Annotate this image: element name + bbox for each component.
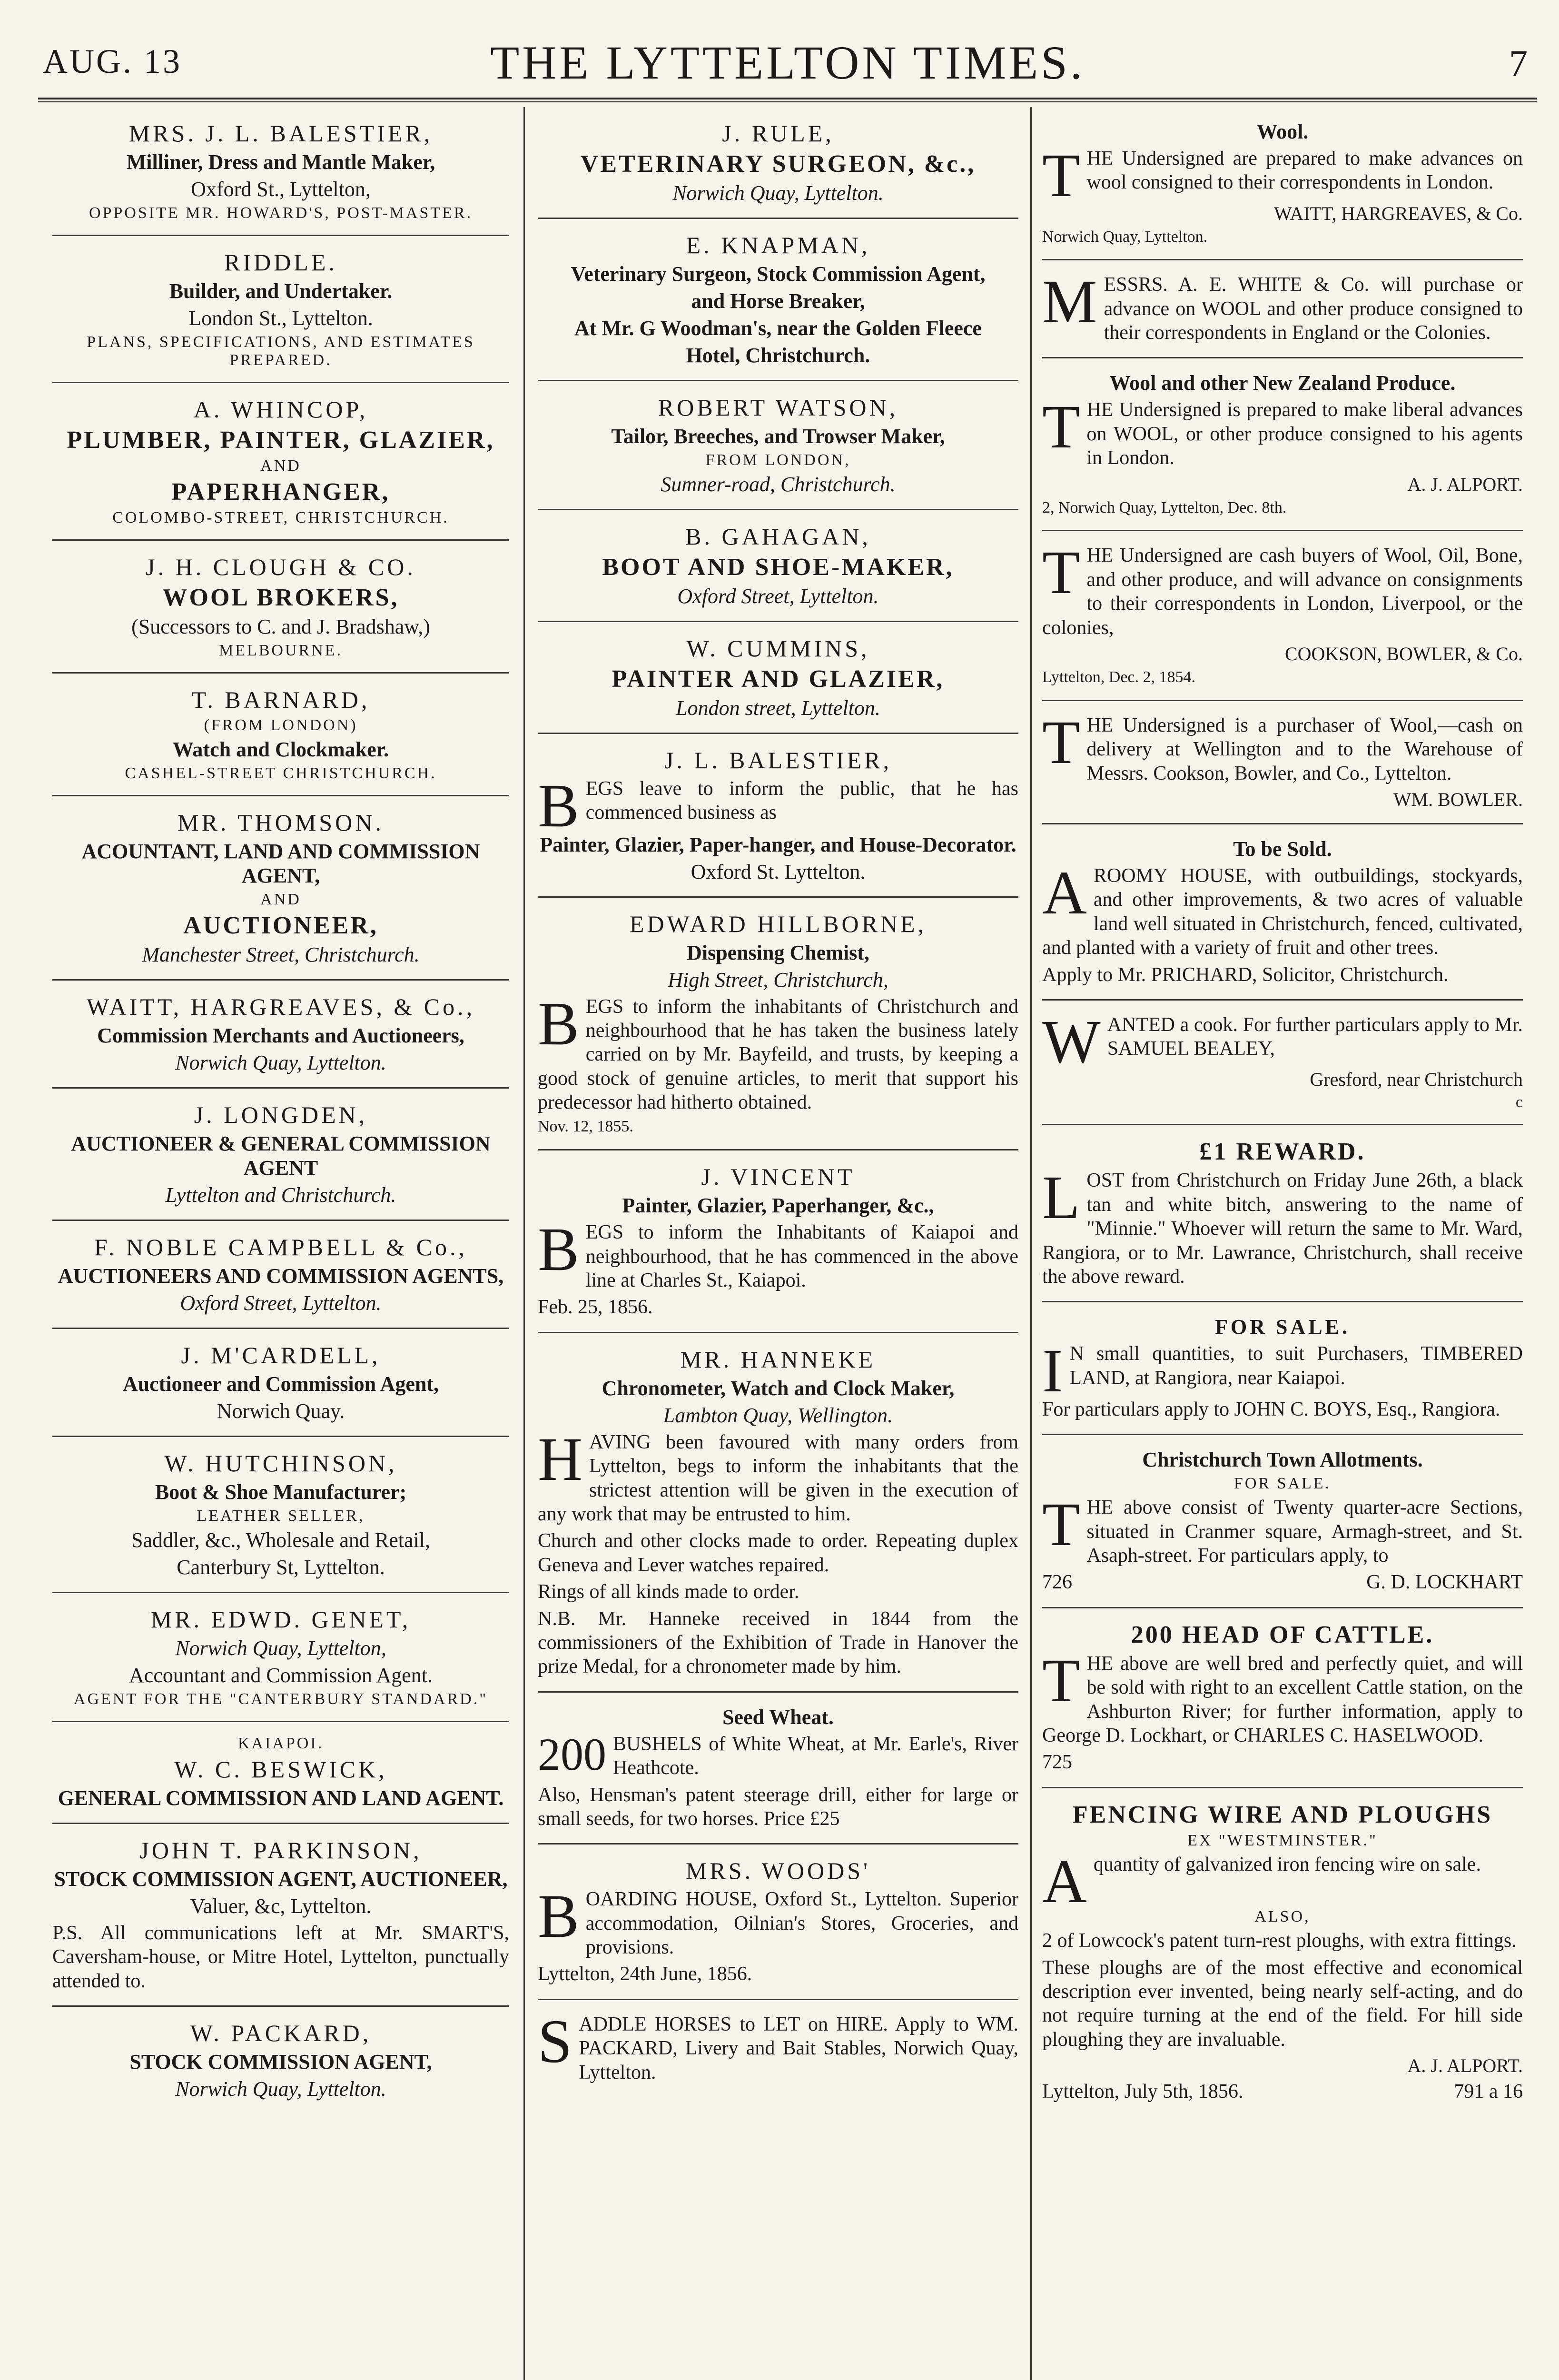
address-line: London St., Lyttelton. [188, 307, 373, 330]
advertisement [538, 734, 1018, 898]
advertisement [1042, 358, 1523, 531]
ad-subheading: EX "WESTMINSTER." [1187, 1831, 1378, 1849]
column-divider [523, 107, 525, 2380]
advertisement [1042, 260, 1523, 358]
advertisement [538, 622, 1018, 734]
drop-cap: W [1042, 1007, 1101, 1076]
location-line: KAIAPOI. [237, 1735, 324, 1752]
ad-code: 725 [1042, 1751, 1072, 1774]
advertiser-name: W. C. BESWICK, [174, 1756, 387, 1783]
address-line: Manchester Street, Christchurch. [142, 943, 420, 966]
advertiser-name: J. H. CLOUGH & CO. [146, 554, 416, 580]
address-line: Norwich Quay. [217, 1399, 345, 1423]
advertiser-name: A. WHINCOP, [193, 396, 368, 423]
advertiser-name: F. NOBLE CAMPBELL & Co., [94, 1234, 468, 1260]
drop-cap: A [1042, 858, 1087, 927]
advertiser-name: T. BARNARD, [191, 686, 370, 713]
advertisement [538, 1844, 1018, 2000]
address-line: Oxford St. Lyttelton. [691, 860, 866, 883]
trade-note: (Successors to C. and J. Bradshaw,) [131, 615, 430, 638]
address-line: CASHEL-STREET CHRISTCHURCH. [125, 764, 437, 782]
conjunction: ALSO, [1254, 1908, 1311, 1926]
advertisement [538, 1150, 1018, 1333]
trade-line: BOOT AND SHOE-MAKER, [602, 554, 954, 581]
conjunction: AND [260, 891, 301, 908]
conjunction: AND [260, 457, 301, 475]
signature: A. J. ALPORT. [1407, 473, 1523, 495]
advertisement [1042, 531, 1523, 701]
trade-line: and Horse Breaker, [691, 289, 865, 313]
issue-date: AUG. 13 [43, 42, 182, 80]
notice-text [538, 2007, 1018, 2084]
drop-cap: T [1042, 708, 1080, 777]
page-number: 7 [1509, 42, 1528, 84]
signature: WM. BOWLER. [1393, 788, 1523, 810]
trade-line: STOCK COMMISSION AGENT, AUCTIONEER, [54, 1867, 508, 1891]
trade-line: AUCTIONEER & GENERAL COMMISSION AGENT [71, 1132, 491, 1180]
origin-note: FROM LONDON, [705, 451, 851, 469]
drop-cap: B [538, 772, 579, 840]
trade-line: Chronometer, Watch and Clock Maker, [602, 1376, 955, 1400]
ad-heading: £1 REWARD. [1199, 1138, 1366, 1166]
advertisement [538, 381, 1018, 510]
trade-line: WOOL BROKERS, [162, 584, 399, 611]
advertisement [1042, 1788, 1523, 2116]
column-3 [1042, 107, 1523, 2380]
notice-text: Church and other clocks made to order. Repeating duplex Geneva and Lever watches repaired. [538, 1530, 1018, 1576]
notice-date: Nov. 12, 1855. [538, 1118, 633, 1136]
advertiser-name: J. RULE, [722, 120, 834, 147]
notice-text [1042, 538, 1523, 640]
address-line: Norwich Quay, Lyttelton. [672, 181, 884, 205]
notice-body: EGS leave to inform the public, that he has commenced business as [585, 778, 1018, 824]
trade-line: Veterinary Surgeon, Stock Commission Agent, [571, 262, 986, 286]
trade-line: Auctioneer and Commission Agent, [122, 1372, 439, 1396]
trade-line: Saddler, &c., Wholesale and Retail, [131, 1528, 430, 1552]
notice-text: Apply to Mr. PRICHARD, Solicitor, Christchurch. [1042, 963, 1449, 986]
masthead [38, 19, 1537, 100]
advertisement [538, 898, 1018, 1151]
address-line: Lyttelton and Christchurch. [165, 1183, 396, 1207]
notice-body: HE Undersigned is a purchaser of Wool,—cash on delivery at Wellington and to the Warehouse of Messrs. Cookson, Bowler, and Co., Lyttelton. [1086, 714, 1523, 784]
advertisement [52, 1593, 509, 1722]
notice-text [1042, 708, 1523, 785]
address-line: London street, Lyttelton. [676, 696, 880, 720]
address-line: Norwich Quay, Lyttelton. [175, 2077, 386, 2101]
trade-line: VETERINARY SURGEON, &c., [580, 150, 976, 178]
address-line: Hotel, Christchurch. [686, 344, 870, 367]
notice-body: HE Undersigned are prepared to make advances on wool consigned to their correspondents in London. [1086, 148, 1523, 194]
header-rule [38, 98, 1537, 99]
drop-cap: I [1042, 1337, 1063, 1406]
advertiser-name: E. KNAPMAN, [686, 232, 870, 258]
trade-line: Milliner, Dress and Mantle Maker, [126, 150, 435, 174]
trade-line: Painter, Glazier, Paper-hanger, and House-Decorator. [540, 833, 1016, 856]
advertiser-name: W. PACKARD, [190, 2020, 372, 2047]
advertisement [52, 796, 509, 981]
trade-line: Builder, and Undertaker. [169, 279, 393, 303]
advertiser-name: MRS. WOODS' [685, 1857, 871, 1884]
advertisement [52, 383, 509, 541]
notice-body: HE Undersigned are cash buyers of Wool, Oil, Bone, and other produce, and will advance on consignments to their correspondents in London, Liverpool, or the colonies, [1042, 545, 1523, 639]
trade-line: Commission Merchants and Auctioneers, [97, 1024, 464, 1047]
signature: G. D. LOCKHART [1366, 1571, 1523, 1594]
notice-body: OARDING HOUSE, Oxford St., Lyttelton. Superior accommodation, Oilnian's Stores, Groceries, and provisions. [585, 1888, 1018, 1959]
drop-cap: T [1042, 1490, 1080, 1559]
notice-text: For particulars apply to JOHN C. BOYS, Esq., Rangiora. [1042, 1398, 1500, 1420]
notice-text [1042, 858, 1523, 960]
advertisement [538, 1333, 1018, 1693]
notice-body: N small quantities, to suit Purchasers, TIMBERED LAND, at Rangiora, near Kaiapoi. [1069, 1343, 1523, 1389]
advertiser-name: MR. HANNEKE [680, 1346, 876, 1373]
address-line: MELBOURNE. [218, 642, 343, 659]
newspaper-title: THE LYTTELTON TIMES. [490, 36, 1085, 89]
advertisement [52, 1824, 509, 2007]
ad-code: c [1515, 1093, 1523, 1111]
address-line: Gresford, near Christchurch [1310, 1069, 1523, 1091]
column-2 [538, 107, 1018, 2380]
ad-code: 791 a 16 [1454, 2081, 1523, 2103]
notice-body: ADDLE HORSES to LET on HIRE. Apply to WM. PACKARD, Livery and Bait Stables, Norwich Quay, Lyttelton. [579, 2013, 1018, 2083]
notice-body: quantity of galvanized iron fencing wire on sale. [1093, 1853, 1481, 1875]
ad-heading: Wool. [1256, 120, 1309, 143]
address-line: Norwich Quay, Lyttelton. [175, 1051, 386, 1074]
notice-text [538, 1215, 1018, 1292]
trade-line: AUCTIONEER, [183, 912, 378, 939]
advertisement [52, 236, 509, 383]
advertisement [1042, 107, 1523, 260]
notice-text: N.B. Mr. Hanneke received in 1844 from the commissioners of the Exhibition of Trade in Hanover the prize Medal, for a chronometer made by him. [538, 1607, 1018, 1678]
drop-cap: B [538, 1882, 579, 1951]
notice-date: Lyttelton, Dec. 2, 1854. [1042, 668, 1196, 686]
trade-line: STOCK COMMISSION AGENT, [129, 2050, 432, 2074]
advertiser-name: J. M'CARDELL, [181, 1342, 381, 1368]
column-divider [1030, 107, 1032, 2380]
drop-cap: T [1042, 538, 1080, 607]
notice-text: P.S. All communications left at Mr. SMART'S, Caversham-house, or Mitre Hotel, Lyttelton, punctually attended to. [52, 1922, 509, 1992]
notice-body: ESSRS. A. E. WHITE & Co. will purchase or advance on WOOL and other produce consigned to their correspondents in England or the Colonies. [1104, 274, 1523, 344]
advertisement [1042, 701, 1523, 824]
advertisement [1042, 1001, 1523, 1126]
notice-text [538, 1882, 1018, 1959]
advertiser-name: B. GAHAGAN, [685, 523, 871, 550]
notice-body: ANTED a cook. For further particulars apply to Mr. SAMUEL BEALEY, [1107, 1013, 1523, 1060]
advertisement [538, 1693, 1018, 1845]
ad-code-number: 726 [1042, 1571, 1072, 1594]
drop-cap: T [1042, 141, 1080, 210]
advertisement [52, 2007, 509, 2113]
address-line: Valuer, &c, Lyttelton. [190, 1894, 372, 1918]
trade-note: PLANS, SPECIFICATIONS, AND ESTIMATES PREPARED. [87, 333, 475, 369]
drop-cap: T [1042, 1646, 1080, 1715]
advertiser-name: ROBERT WATSON, [658, 394, 898, 421]
advertisement [52, 1437, 509, 1593]
notice-body: BUSHELS of White Wheat, at Mr. Earle's, River Heathcote. [613, 1733, 1018, 1779]
advertiser-name: MR. EDWD. GENET, [150, 1606, 411, 1633]
address-line: Sumner-road, Christchurch. [661, 473, 896, 496]
notice-text [1042, 1490, 1523, 1567]
notice-text [1042, 1337, 1523, 1406]
drop-cap: T [1042, 393, 1080, 462]
notice-text: Rings of all kinds made to order. [538, 1581, 799, 1603]
ad-subheading: FOR SALE. [1233, 1475, 1332, 1493]
notice-text [1042, 1163, 1523, 1289]
notice-text [538, 772, 1018, 840]
address-line: Canterbury St, Lyttelton. [177, 1556, 385, 1579]
advertiser-name: EDWARD HILLBORNE, [629, 910, 927, 937]
notice-body: EGS to inform the inhabitants of Christchurch and neighbourhood that he has taken the business lately carried on by Mr. Bayfeild, and trusts, by keeping a good stock of genuine articles, to merit that support his predecessor had hitherto obtained. [538, 995, 1018, 1114]
trade-line: Accountant and Commission Agent. [129, 1664, 433, 1687]
trade-line: Painter, Glazier, Paperhanger, &c., [622, 1194, 934, 1218]
trade-line: Boot & Shoe Manufacturer; [155, 1480, 407, 1504]
notice-text [538, 1425, 1018, 1527]
ad-code [1042, 1570, 1523, 1594]
advertisement [52, 1329, 509, 1437]
advertiser-name: RIDDLE. [224, 249, 337, 276]
origin-note: (FROM LONDON) [204, 716, 358, 734]
advertisement [1042, 1435, 1523, 1608]
advertisement [52, 541, 509, 674]
advertisement [1042, 1302, 1523, 1435]
advertisement [52, 981, 509, 1089]
notice-text: 2 of Lowcock's patent turn-rest ploughs, with extra fittings. [1042, 1930, 1517, 1952]
trade-line: GENERAL COMMISSION AND LAND AGENT. [58, 1786, 504, 1810]
trade-line: ACOUNTANT, LAND AND COMMISSION AGENT, [81, 840, 480, 887]
ad-heading: FOR SALE. [1215, 1315, 1350, 1339]
advertiser-name: J. L. BALESTIER, [664, 747, 892, 774]
drop-cap: L [1042, 1163, 1080, 1232]
address-note: OPPOSITE MR. HOWARD'S, POST-MASTER. [89, 204, 473, 222]
notice-body: OST from Christchurch on Friday June 26th, a black tan and white bitch, answering to the name of "Minnie." Whoever will return the same to Mr. Ward, Rangiora, or to Mr. Lawrance, Christchurch, shall receive the above reward. [1042, 1170, 1523, 1288]
advertiser-name: J. LONGDEN, [194, 1101, 368, 1128]
notice-text [538, 989, 1018, 1115]
address-line: At Mr. G Woodman's, near the Golden Fleece [574, 317, 982, 340]
date-line: Lyttelton, July 5th, 1856. [1042, 2081, 1243, 2103]
notice-body: HE Undersigned is prepared to make liberal advances on WOOL, or other produce consigned to his agents in London. [1086, 399, 1523, 469]
ad-heading: Christchurch Town Allotments. [1142, 1448, 1423, 1472]
ad-heading: To be Sold. [1233, 837, 1332, 861]
notice-text [1042, 1847, 1523, 1916]
notice-body: AVING been favoured with many orders from Lyttelton, begs to inform the inhabitants that the strictest attention will be given in the execution of any work that may be entrusted to him. [538, 1431, 1018, 1525]
advertiser-name: JOHN T. PARKINSON, [139, 1837, 422, 1864]
trade-line: PAPERHANGER, [171, 478, 390, 506]
notice-body: EGS to inform the Inhabitants of Kaiapoi and neighbourhood, that he has commenced in the above line at Charles St., Kaiapoi. [585, 1221, 1018, 1292]
notice-date: Feb. 25, 1856. [538, 1296, 653, 1319]
address-line: Norwich Quay, Lyttelton. [1042, 228, 1208, 246]
advertisement [538, 219, 1018, 381]
notice-text [1042, 268, 1523, 345]
notice-body: ROOMY HOUSE, with outbuildings, stockyards, and other improvements, & two acres of valuable land well situated in Christchurch, fenced, cultivated, and planted with a variety of fruit and other trees. [1042, 864, 1523, 959]
notice-date: Lyttelton, 24th June, 1856. [538, 1963, 752, 1985]
signature: A. J. ALPORT. [1407, 2055, 1523, 2077]
drop-cap: S [538, 2007, 572, 2076]
advertisement [538, 2000, 1018, 2097]
address-line: High Street, Christchurch, [668, 968, 888, 992]
address-line: Norwich Quay, Lyttelton, [175, 1636, 386, 1660]
ad-heading: Wool and other New Zealand Produce. [1109, 371, 1456, 395]
advertisement [538, 510, 1018, 622]
ad-heading: FENCING WIRE AND PLOUGHS [1072, 1801, 1493, 1828]
advertisement [1042, 824, 1523, 1001]
notice-text [1042, 141, 1523, 210]
ad-heading: Seed Wheat. [722, 1705, 834, 1729]
trade-line: AUCTIONEERS AND COMMISSION AGENTS, [58, 1264, 504, 1288]
trade-line: PLUMBER, PAINTER, GLAZIER, [67, 426, 495, 454]
notice-body: HE above consist of Twenty quarter-acre Sections, situated in Cranmer square, Armagh-street, and St. Asaph-street. For particulars apply, to [1086, 1497, 1523, 1567]
trade-note: LEATHER SELLER, [197, 1507, 365, 1525]
drop-cap: B [538, 989, 579, 1058]
trade-line: Tailor, Breeches, and Trowser Maker, [611, 425, 945, 448]
trade-line: PAINTER AND GLAZIER, [612, 665, 945, 693]
notice-body: HE above are well bred and perfectly quiet, and will be sold with right to an excellent Cattle station, on the Ashburton River; for further information, apply to George D. Lockhart, or CHARLES C. HASELWOOD. [1042, 1652, 1523, 1746]
trade-line: Watch and Clockmaker. [172, 738, 389, 761]
notice-text [1042, 1007, 1523, 1076]
address-line: COLOMBO-STREET, CHRISTCHURCH. [112, 509, 449, 526]
signature: WAITT, HARGREAVES, & Co. [1274, 202, 1523, 224]
advertisement [52, 107, 509, 236]
signature: COOKSON, BOWLER, & Co. [1284, 643, 1523, 664]
advertiser-name: WAITT, HARGREAVES, & Co., [86, 993, 475, 1020]
advertisement [52, 1221, 509, 1329]
advertiser-name: MRS. J. L. BALESTIER, [128, 120, 433, 147]
drop-cap: B [538, 1215, 579, 1284]
advertiser-name: J. VINCENT [701, 1163, 855, 1190]
advertisement [1042, 1608, 1523, 1788]
address-line: Oxford St., Lyttelton, [191, 178, 371, 201]
drop-cap: M [1042, 268, 1097, 337]
drop-cap: A [1042, 1847, 1087, 1916]
advertisement [52, 1722, 509, 1824]
agency-note: AGENT FOR THE "CANTERBURY STANDARD." [73, 1690, 488, 1708]
address-line: Lambton Quay, Wellington. [663, 1403, 893, 1427]
address-line: Oxford Street, Lyttelton. [677, 585, 879, 608]
advertisement [1042, 1125, 1523, 1302]
address-line: Oxford Street, Lyttelton. [180, 1291, 382, 1315]
advertiser-name: W. HUTCHINSON, [164, 1450, 397, 1477]
notice-text: These ploughs are of the most effective and economical description ever invented, being nearly self-acting, and do not require turning at the end of the field. For hill side ploughing they are invaluable. [1042, 1956, 1523, 2051]
advertiser-name: W. CUMMINS, [686, 635, 870, 662]
notice-text [1042, 1646, 1523, 1748]
address-line: 2, Norwich Quay, Lyttelton, Dec. 8th. [1042, 498, 1287, 516]
drop-number: 200 [538, 1728, 606, 1780]
header-rule-thin [38, 101, 1537, 102]
notice-text [538, 1728, 1018, 1780]
notice-text: Also, Hensman's patent steerage drill, either for large or small seeds, for two horses. Price £25 [538, 1784, 1018, 1830]
column-1 [52, 107, 509, 2380]
ad-heading: 200 HEAD OF CATTLE. [1131, 1621, 1434, 1648]
notice-date [1042, 2080, 1523, 2103]
advertisement [538, 107, 1018, 219]
notice-text [1042, 393, 1523, 470]
advertisement [52, 674, 509, 796]
trade-line: Dispensing Chemist, [687, 941, 869, 964]
advertiser-name: MR. THOMSON. [178, 809, 384, 836]
drop-cap: H [538, 1425, 582, 1494]
advertisement [52, 1089, 509, 1221]
